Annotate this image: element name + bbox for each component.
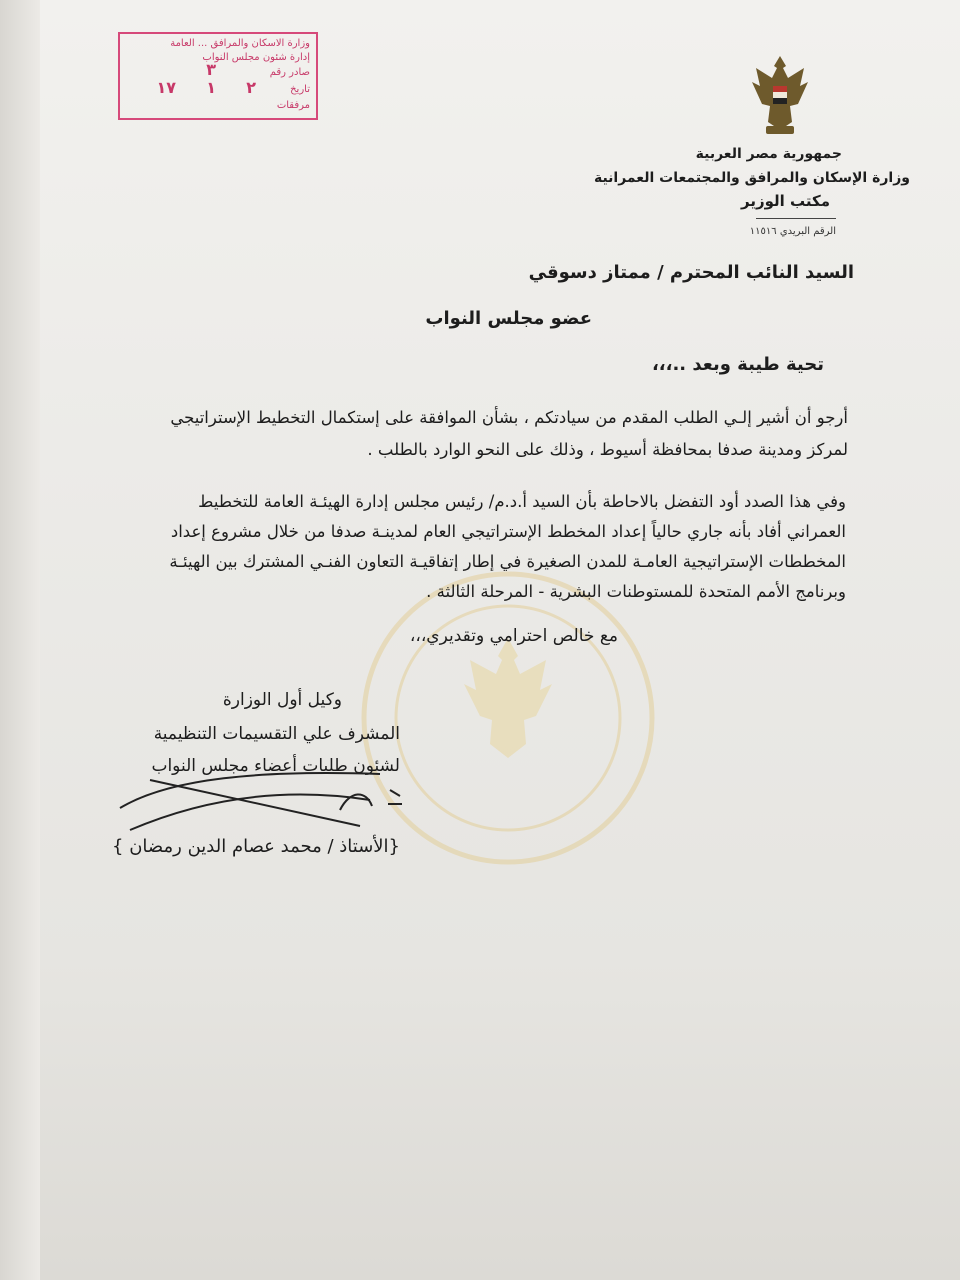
letterhead-country: جمهورية مصر العربية — [695, 146, 842, 162]
body-paragraph-1-line-1: أرجو أن أشير إلـي الطلب المقدم من سيادتكم ، بشأن الموافقة على إستكمال التخطيط الإستراتيجي — [170, 408, 848, 427]
stamp-date-month: ١ — [206, 78, 216, 97]
addressee-title: عضو مجلس النواب — [425, 308, 592, 329]
letterhead-office: مكتب الوزير — [740, 192, 830, 210]
registration-stamp — [118, 32, 318, 120]
stamp-line-department: إدارة شئون مجلس النواب — [202, 52, 310, 63]
letterhead-divider — [756, 218, 836, 219]
stamp-date-day: ٢ — [246, 78, 256, 97]
body-paragraph-2-line-2: العمراني أفاد بأنه جاري حالياً إعداد المخطط الإستراتيجي العام لمدينـة صدفا من خلال مشروع إعداد — [170, 522, 846, 541]
signatory-title-2: المشرف علي التقسيمات التنظيمية — [153, 724, 400, 744]
stamp-date-label: تاريخ — [290, 84, 310, 95]
page-fold-shadow — [0, 0, 40, 1280]
signatory-title-3: لشئون طلبات أعضاء مجلس النواب — [151, 756, 400, 776]
stamp-line-ministry: وزارة الاسكان والمرافق ... العامة — [170, 38, 310, 49]
greeting: تحية طيبة وبعد ..،،، — [651, 354, 824, 375]
stamp-sent-number: ٣ — [206, 60, 216, 79]
body-paragraph-1-line-2: لمركز ومدينة صدفا بمحافظة أسيوط ، وذلك على النحو الوارد بالطلب . — [367, 440, 848, 459]
closing-phrase: مع خالص احترامي وتقديري،،، — [409, 626, 618, 646]
handwritten-signature — [110, 760, 410, 840]
body-paragraph-2-line-3: المخططات الإستراتيجية العامـة للمدن الصغيرة في إطار إتفاقيـة التعاون الفنـي المشترك بين الهيئـة — [169, 552, 846, 571]
addressee-name: السيد النائب المحترم / ممتاز دسوقي — [528, 262, 854, 283]
signatory-name: {الأستاذ / محمد عصام الدين رمضان } — [112, 836, 400, 857]
eagle-emblem-icon — [750, 52, 810, 138]
letterhead-postal-code: الرقم البريدي ١١٥١٦ — [749, 226, 836, 237]
letterhead-ministry: وزارة الإسكان والمرافق والمجتمعات العمرانية — [593, 170, 910, 186]
stamp-attachments-label: مرفقات — [276, 100, 310, 111]
stamp-sent-number-label: صادر رقم — [269, 67, 310, 78]
body-paragraph-2-line-4: وبرنامج الأمم المتحدة للمستوطنات البشرية - المرحلة الثالثة . — [426, 582, 846, 601]
signatory-title-1: وكيل أول الوزارة — [222, 690, 342, 710]
stamp-date-year: ١٧ — [156, 78, 176, 97]
body-paragraph-2-line-1: وفي هذا الصدد أود التفضل بالاحاطة بأن السيد أ.د.م/ رئيس مجلس إدارة الهيئـة العامة للتخطيط — [198, 492, 846, 511]
